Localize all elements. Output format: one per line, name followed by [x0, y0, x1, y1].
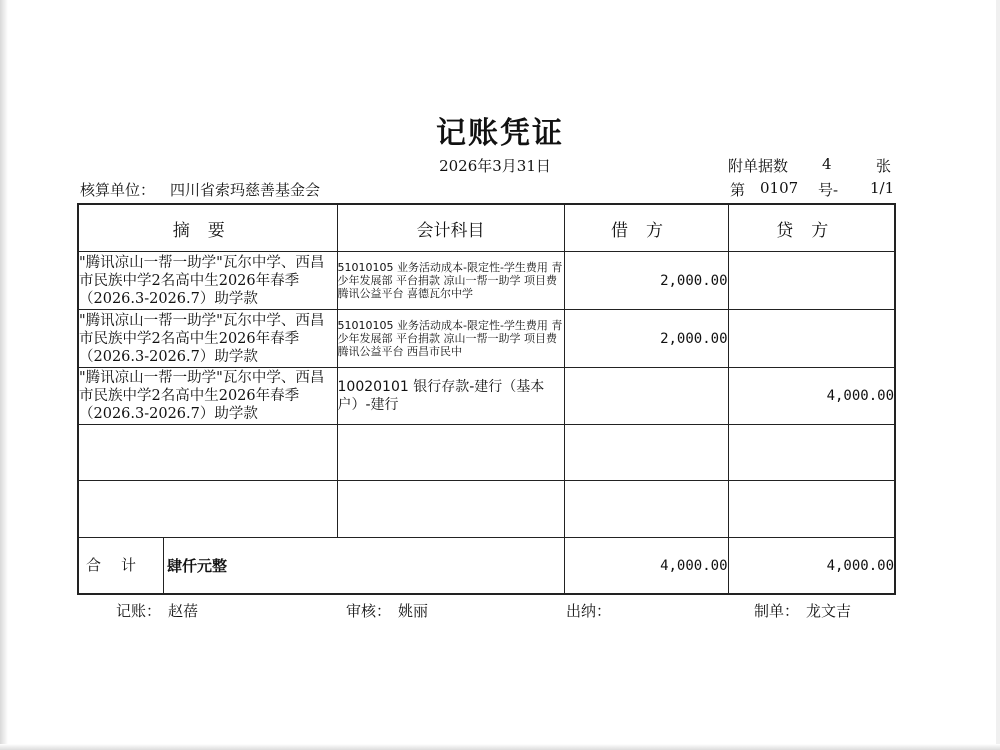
row-debit — [564, 368, 728, 425]
accounting-unit-label: 核算单位： — [80, 181, 156, 199]
bookkeeper-name: 赵蓓 — [168, 602, 199, 620]
total-cell — [78, 538, 564, 595]
empty-row — [78, 425, 895, 481]
voucher-title: 记账凭证 — [436, 116, 564, 151]
preparer-label: 制单： — [754, 602, 800, 620]
reviewer-label: 审核： — [346, 602, 392, 620]
row-credit: 4,000.00 — [728, 368, 895, 425]
header-account: 会计科目 — [337, 204, 564, 252]
voucher-date: 2026年3月31日 — [439, 157, 551, 175]
table-row — [78, 252, 895, 310]
row-summary: "腾讯凉山一帮一助学"瓦尔中学、西昌市民族中学2名高中生2026年春季（2026.3-2026.7）助学款 — [78, 252, 337, 310]
row-debit: 2,000.00 — [564, 252, 728, 310]
attachments-label: 附单据数 — [728, 157, 789, 175]
header-debit: 借方 — [564, 204, 728, 252]
row-credit — [728, 252, 895, 310]
total-credit: 4,000.00 — [728, 538, 895, 595]
header-summary: 摘要 — [78, 204, 337, 252]
reviewer-name: 姚丽 — [398, 602, 429, 620]
accounting-unit-value: 四川省索玛慈善基金会 — [170, 181, 321, 199]
voucher-number: 0107 — [760, 179, 799, 197]
header-credit: 贷方 — [728, 204, 895, 252]
attachments-count: 4 — [822, 155, 832, 173]
table-row — [78, 310, 895, 368]
scan-edge — [0, 744, 1000, 750]
row-account: 10020101 银行存款-建行（基本户）-建行 — [337, 368, 564, 425]
cashier-label: 出纳： — [566, 602, 612, 620]
empty-row — [78, 481, 895, 538]
voucher-number-prefix: 第 — [730, 181, 746, 199]
preparer-name: 龙文吉 — [806, 602, 852, 620]
attachments-unit: 张 — [876, 157, 892, 175]
row-credit — [728, 310, 895, 368]
row-account: 51010105 业务活动成本-限定性-学生费用 青少年发展部 平台捐款 凉山一帮一助学 项目费 腾讯公益平台 西昌市民中 — [337, 310, 564, 368]
voucher-table — [77, 203, 896, 595]
table-header-row — [78, 204, 895, 252]
total-row — [78, 538, 895, 595]
total-debit: 4,000.00 — [564, 538, 728, 595]
row-summary: "腾讯凉山一帮一助学"瓦尔中学、西昌市民族中学2名高中生2026年春季（2026.3-2026.7）助学款 — [78, 310, 337, 368]
bookkeeper-label: 记账： — [116, 602, 162, 620]
total-amount-words: 肆仟元整 — [167, 557, 228, 575]
voucher-number-suffix: 号- — [818, 181, 839, 199]
total-label: 合计 — [79, 538, 164, 593]
voucher-page: 1/1 — [870, 179, 895, 197]
row-debit: 2,000.00 — [564, 310, 728, 368]
table-row — [78, 368, 895, 425]
row-summary: "腾讯凉山一帮一助学"瓦尔中学、西昌市民族中学2名高中生2026年春季（2026.3-2026.7）助学款 — [78, 368, 337, 425]
row-account: 51010105 业务活动成本-限定性-学生费用 青少年发展部 平台捐款 凉山一帮一助学 项目费 腾讯公益平台 喜德瓦尔中学 — [337, 252, 564, 310]
